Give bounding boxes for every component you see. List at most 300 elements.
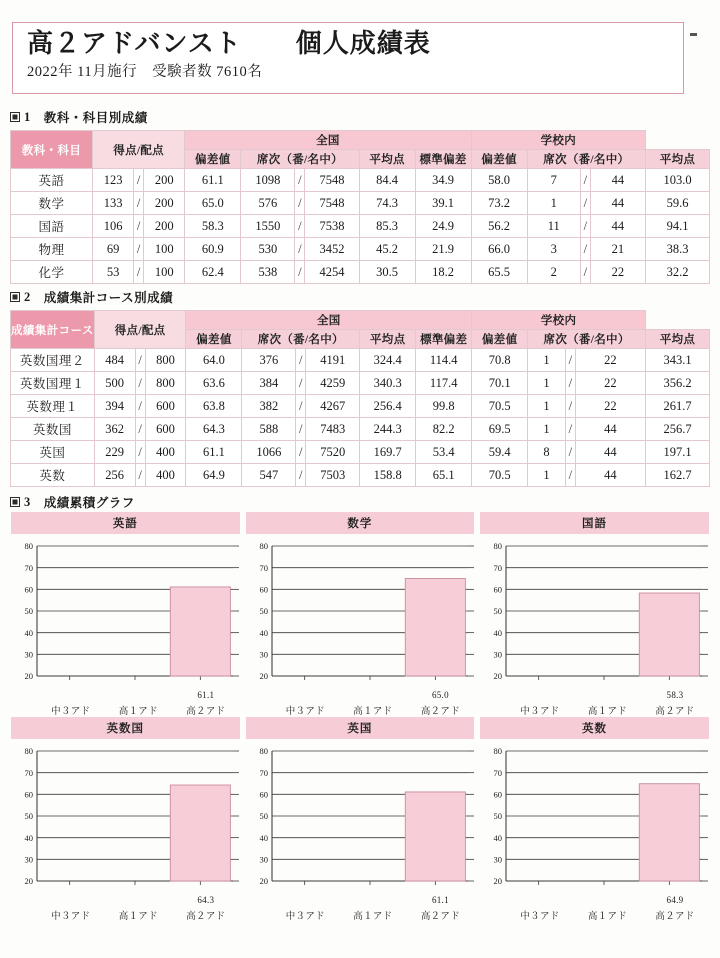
cell-national-dev: 61.1	[186, 441, 242, 464]
chart-title: 数学	[246, 512, 475, 534]
cell-national-sd: 21.9	[415, 238, 471, 261]
chart-2	[243, 512, 478, 717]
section-3-number: 3	[24, 494, 31, 509]
cell-national-total: 4191	[306, 349, 360, 372]
chart-title: 国語	[480, 512, 709, 534]
svg-text:60: 60	[259, 584, 268, 595]
cell-national-rank: 547	[242, 464, 296, 487]
th-group-national: 全国	[186, 311, 472, 330]
cell-national-total: 4259	[306, 372, 360, 395]
svg-text:80: 80	[259, 541, 268, 552]
cell-subject: 数学	[11, 192, 93, 215]
cell-alloc: 800	[145, 349, 186, 372]
cell-national-rank: 1066	[242, 441, 296, 464]
cell-school-total: 22	[575, 349, 645, 372]
cell-national-total: 3452	[305, 238, 359, 261]
cumulative-charts-grid	[8, 512, 712, 922]
cell-subject: 英数	[11, 464, 95, 487]
svg-text:40: 40	[24, 627, 33, 638]
svg-text:40: 40	[24, 832, 33, 843]
cell-score: 256	[94, 464, 135, 487]
cell-slash: /	[134, 238, 144, 261]
th-school-rank: 席次（番/名中）	[528, 330, 646, 349]
cell-school-total: 44	[590, 215, 645, 238]
cell-slash: /	[135, 349, 145, 372]
chart-value-labels	[246, 690, 475, 702]
chart-x-labels	[480, 908, 709, 922]
cell-national-sd: 34.9	[415, 169, 471, 192]
chart-value-labels	[246, 895, 475, 907]
svg-text:60: 60	[493, 584, 503, 595]
cell-alloc: 200	[144, 192, 185, 215]
table-row	[11, 238, 710, 261]
chart-6	[477, 717, 712, 922]
cell-national-avg: 85.3	[359, 215, 415, 238]
cell-score: 106	[93, 215, 134, 238]
cell-slash: /	[135, 441, 145, 464]
cell-alloc: 200	[144, 169, 185, 192]
x-axis-label: 高２アド	[420, 707, 461, 717]
cell-score: 133	[93, 192, 134, 215]
cell-national-sd: 114.4	[416, 349, 472, 372]
cell-national-dev: 64.9	[186, 464, 242, 487]
cell-alloc: 800	[145, 372, 186, 395]
th-group-school: 学校内	[472, 311, 646, 330]
cell-slash: /	[295, 215, 305, 238]
cell-national-rank: 1098	[241, 169, 295, 192]
cell-alloc: 600	[145, 418, 186, 441]
bar-value-label	[574, 895, 642, 907]
cell-school-avg: 38.3	[646, 238, 710, 261]
cell-national-total: 4267	[306, 395, 360, 418]
table-row	[11, 261, 710, 284]
svg-text:30: 30	[493, 854, 503, 865]
cell-national-rank: 576	[241, 192, 295, 215]
svg-text:20: 20	[24, 671, 33, 682]
section-1-label: 教科・科目別成績	[43, 111, 148, 125]
svg-text:80: 80	[24, 746, 33, 757]
cell-slash: /	[580, 261, 590, 284]
cell-school-total: 22	[590, 261, 645, 284]
cell-subject: 英数理１	[11, 395, 95, 418]
cell-slash: /	[565, 372, 575, 395]
svg-text:20: 20	[24, 876, 33, 887]
th-subject: 教科・科目	[11, 131, 93, 169]
cell-national-dev: 63.6	[186, 372, 242, 395]
x-axis-label: 中３アド	[285, 912, 325, 922]
cell-national-avg: 340.3	[360, 372, 416, 395]
th-national-rank: 席次（番/名中）	[242, 330, 360, 349]
page-title: 高２アドバンスト 個人成績表	[27, 29, 431, 58]
cell-national-sd: 65.1	[416, 464, 472, 487]
x-axis-label: 高１アド	[118, 707, 158, 717]
cell-school-avg: 261.7	[646, 395, 710, 418]
table-row	[11, 372, 710, 395]
svg-text:40: 40	[259, 627, 268, 638]
chart-title: 英数	[480, 717, 709, 739]
cell-national-avg: 169.7	[360, 441, 416, 464]
cell-national-total: 7483	[306, 418, 360, 441]
table-row	[11, 215, 710, 238]
svg-text:80: 80	[493, 541, 503, 552]
cell-national-dev: 65.0	[185, 192, 241, 215]
chart-title: 英国	[246, 717, 475, 739]
svg-text:40: 40	[259, 832, 268, 843]
cell-slash: /	[296, 395, 306, 418]
th-score-alloc: 得点/配点	[93, 131, 185, 169]
course-grades-header	[11, 311, 710, 349]
cell-school-rank: 1	[528, 395, 566, 418]
cell-school-rank: 1	[528, 418, 566, 441]
cell-slash: /	[580, 238, 590, 261]
svg-text:50: 50	[24, 606, 33, 617]
bar-value-label	[506, 895, 574, 907]
bar	[405, 792, 465, 881]
cell-school-avg: 32.2	[646, 261, 710, 284]
cell-school-total: 44	[575, 418, 645, 441]
cell-school-rank: 3	[527, 238, 580, 261]
chart-value-labels	[480, 690, 709, 702]
cell-school-avg: 356.2	[646, 372, 710, 395]
cell-slash: /	[295, 169, 305, 192]
x-axis-label: 中３アド	[51, 912, 91, 922]
svg-text:30: 30	[259, 854, 268, 865]
cell-national-rank: 588	[242, 418, 296, 441]
cell-national-sd: 18.2	[415, 261, 471, 284]
x-axis-label: 中３アド	[520, 912, 560, 922]
cell-slash: /	[565, 395, 575, 418]
bar-value-label	[339, 895, 407, 907]
chart-plot	[11, 745, 239, 895]
svg-text:70: 70	[493, 767, 503, 778]
cell-slash: /	[565, 349, 575, 372]
bar-value-label: 64.3	[197, 895, 215, 905]
cell-slash: /	[296, 372, 306, 395]
cell-school-total: 22	[575, 395, 645, 418]
cell-national-sd: 82.2	[416, 418, 472, 441]
x-axis-label: 高１アド	[587, 707, 628, 717]
cell-score: 500	[94, 372, 135, 395]
th-school-rank: 席次（番/名中）	[527, 150, 645, 169]
chart-x-labels	[11, 703, 240, 717]
cell-national-total: 7520	[306, 441, 360, 464]
x-axis-label: 中３アド	[51, 707, 91, 717]
cell-school-total: 44	[590, 169, 645, 192]
cell-slash: /	[565, 441, 575, 464]
bar	[405, 579, 465, 677]
cell-school-rank: 7	[527, 169, 580, 192]
chart-x-labels	[480, 703, 709, 717]
cell-school-total: 44	[575, 464, 645, 487]
cell-slash: /	[135, 464, 145, 487]
cell-national-rank: 1550	[241, 215, 295, 238]
svg-text:40: 40	[493, 627, 503, 638]
th-national-avg: 平均点	[359, 150, 415, 169]
cell-national-rank: 530	[241, 238, 295, 261]
x-axis-label: 高１アド	[353, 707, 393, 717]
cell-national-sd: 24.9	[415, 215, 471, 238]
cell-school-avg: 256.7	[646, 418, 710, 441]
bar	[170, 785, 230, 881]
cell-score: 484	[94, 349, 135, 372]
cell-national-sd: 117.4	[416, 372, 472, 395]
chart-1	[8, 512, 243, 717]
cell-subject: 物理	[11, 238, 93, 261]
subject-grades-table	[10, 130, 710, 284]
bar-value-label: 61.1	[197, 690, 215, 700]
chart-4	[8, 717, 243, 922]
cell-national-total: 4254	[305, 261, 359, 284]
bar-value-label: 65.0	[431, 690, 449, 700]
cell-subject: 国語	[11, 215, 93, 238]
bar-value-label	[37, 895, 105, 907]
svg-text:30: 30	[259, 649, 268, 660]
chart-x-labels	[11, 908, 240, 922]
cell-subject: 英国	[11, 441, 95, 464]
svg-text:30: 30	[493, 649, 503, 660]
chart-plot	[480, 745, 708, 895]
th-school-dev: 偏差値	[472, 330, 528, 349]
cell-national-dev: 63.8	[186, 395, 242, 418]
chart-5	[243, 717, 478, 922]
section-2-heading	[10, 288, 173, 306]
cell-score: 123	[93, 169, 134, 192]
bar-value-label	[272, 690, 340, 702]
cell-alloc: 100	[144, 238, 185, 261]
subject-grades-header	[11, 131, 710, 169]
bar	[170, 587, 230, 676]
table-row	[11, 441, 710, 464]
x-axis-label: 高２アド	[655, 707, 695, 717]
section-1-number: 1	[24, 109, 31, 124]
cell-school-avg: 197.1	[646, 441, 710, 464]
cell-national-avg: 30.5	[359, 261, 415, 284]
header-group-row	[11, 311, 710, 330]
th-national-rank: 席次（番/名中）	[241, 150, 359, 169]
cell-school-dev: 56.2	[471, 215, 527, 238]
cell-national-sd: 53.4	[416, 441, 472, 464]
cell-national-avg: 45.2	[359, 238, 415, 261]
svg-text:50: 50	[259, 811, 268, 822]
th-score-alloc: 得点/配点	[94, 311, 186, 349]
cell-slash: /	[296, 464, 306, 487]
report-title-box	[12, 22, 684, 94]
cell-school-avg: 343.1	[646, 349, 710, 372]
th-national-sd: 標準偏差	[415, 150, 471, 169]
th-national-avg: 平均点	[360, 330, 416, 349]
cell-national-total: 7548	[305, 169, 359, 192]
cell-national-total: 7538	[305, 215, 359, 238]
cell-school-dev: 70.8	[472, 349, 528, 372]
cell-alloc: 400	[145, 464, 186, 487]
cell-national-avg: 84.4	[359, 169, 415, 192]
bar-value-label: 58.3	[666, 690, 684, 700]
cell-school-rank: 11	[527, 215, 580, 238]
cell-school-total: 44	[590, 192, 645, 215]
section-3-heading	[10, 493, 135, 511]
cell-school-dev: 65.5	[471, 261, 527, 284]
cell-school-avg: 162.7	[646, 464, 710, 487]
svg-text:70: 70	[24, 767, 33, 778]
th-national-dev: 偏差値	[186, 330, 242, 349]
svg-text:70: 70	[259, 767, 268, 778]
bar-value-label	[37, 690, 105, 702]
course-grades-body	[11, 349, 710, 487]
cell-school-dev: 70.1	[472, 372, 528, 395]
cell-school-rank: 1	[528, 349, 566, 372]
cell-slash: /	[296, 441, 306, 464]
chart-plot	[480, 540, 708, 690]
cell-slash: /	[135, 418, 145, 441]
cell-school-dev: 69.5	[472, 418, 528, 441]
cell-national-avg: 256.4	[360, 395, 416, 418]
bar-value-label	[574, 690, 642, 702]
bar-value-label	[506, 690, 574, 702]
svg-text:60: 60	[24, 584, 33, 595]
cell-slash: /	[296, 418, 306, 441]
bar-value-label	[105, 895, 173, 907]
x-axis-label: 高１アド	[353, 912, 393, 922]
cell-subject: 化学	[11, 261, 93, 284]
svg-text:60: 60	[259, 789, 268, 800]
bar	[639, 784, 699, 881]
cell-national-sd: 99.8	[416, 395, 472, 418]
cell-slash: /	[565, 464, 575, 487]
cell-score: 362	[94, 418, 135, 441]
svg-text:50: 50	[24, 811, 33, 822]
chart-plot	[246, 745, 474, 895]
bar-value-label: 64.9	[666, 895, 684, 905]
chart-value-labels	[11, 895, 240, 907]
table-row	[11, 395, 710, 418]
cell-slash: /	[134, 192, 144, 215]
square-bullet-icon	[10, 497, 20, 507]
cell-national-avg: 244.3	[360, 418, 416, 441]
bar-value-label	[105, 690, 173, 702]
svg-text:30: 30	[24, 649, 33, 660]
cell-national-total: 7548	[305, 192, 359, 215]
svg-text:30: 30	[24, 854, 33, 865]
svg-text:80: 80	[493, 746, 503, 757]
header-group-row	[11, 131, 710, 150]
cell-alloc: 400	[145, 441, 186, 464]
course-grades-table	[10, 310, 710, 487]
svg-text:70: 70	[24, 562, 33, 573]
x-axis-label: 中３アド	[520, 707, 560, 717]
cell-school-dev: 70.5	[472, 464, 528, 487]
cell-school-dev: 70.5	[472, 395, 528, 418]
cell-alloc: 100	[144, 261, 185, 284]
cell-slash: /	[134, 169, 144, 192]
cell-school-dev: 59.4	[472, 441, 528, 464]
section-1-heading	[10, 108, 148, 126]
chart-plot	[11, 540, 239, 690]
cell-school-rank: 1	[527, 192, 580, 215]
table-row	[11, 349, 710, 372]
cell-slash: /	[580, 215, 590, 238]
cell-national-avg: 74.3	[359, 192, 415, 215]
x-axis-label: 高１アド	[118, 912, 158, 922]
svg-text:50: 50	[259, 606, 268, 617]
cell-school-avg: 103.0	[646, 169, 710, 192]
cell-school-total: 21	[590, 238, 645, 261]
cell-national-dev: 64.3	[186, 418, 242, 441]
cell-slash: /	[135, 395, 145, 418]
table-row	[11, 418, 710, 441]
cell-school-dev: 73.2	[471, 192, 527, 215]
cell-school-dev: 66.0	[471, 238, 527, 261]
svg-text:80: 80	[24, 541, 33, 552]
x-axis-label: 高１アド	[587, 912, 628, 922]
cell-national-dev: 58.3	[185, 215, 241, 238]
svg-text:20: 20	[493, 876, 503, 887]
subject-grades-body	[11, 169, 710, 284]
x-axis-label: 高２アド	[186, 912, 226, 922]
square-bullet-icon	[10, 292, 20, 302]
th-course: 成績集計コース	[11, 311, 95, 349]
cell-national-dev: 60.9	[185, 238, 241, 261]
svg-text:60: 60	[493, 789, 503, 800]
page-subtitle: 2022年 11月施行 受験者数 7610名	[27, 64, 263, 80]
cell-slash: /	[296, 349, 306, 372]
chart-x-labels	[246, 908, 475, 922]
chart-value-labels	[11, 690, 240, 702]
chart-3	[477, 512, 712, 717]
cell-slash: /	[565, 418, 575, 441]
cell-national-avg: 158.8	[360, 464, 416, 487]
cell-alloc: 200	[144, 215, 185, 238]
cell-school-total: 44	[575, 441, 645, 464]
chart-title: 英数国	[11, 717, 240, 739]
cell-national-rank: 376	[242, 349, 296, 372]
section-2-number: 2	[24, 289, 31, 304]
svg-text:70: 70	[493, 562, 503, 573]
svg-text:20: 20	[259, 671, 268, 682]
svg-text:80: 80	[259, 746, 268, 757]
bar	[639, 593, 699, 676]
cell-school-rank: 2	[527, 261, 580, 284]
cell-subject: 英数国理１	[11, 372, 95, 395]
x-axis-label: 高２アド	[420, 912, 461, 922]
cell-score: 53	[93, 261, 134, 284]
cell-national-avg: 324.4	[360, 349, 416, 372]
svg-text:50: 50	[493, 606, 503, 617]
svg-text:60: 60	[24, 789, 33, 800]
svg-text:70: 70	[259, 562, 268, 573]
cell-subject: 英数国	[11, 418, 95, 441]
cell-slash: /	[580, 192, 590, 215]
corner-mark	[690, 33, 697, 36]
cell-slash: /	[134, 261, 144, 284]
table-row	[11, 464, 710, 487]
th-school-avg: 平均点	[646, 150, 710, 169]
cell-national-dev: 64.0	[186, 349, 242, 372]
x-axis-label: 高２アド	[655, 912, 695, 922]
cell-score: 229	[94, 441, 135, 464]
cell-slash: /	[295, 238, 305, 261]
svg-text:40: 40	[493, 832, 503, 843]
x-axis-label: 高２アド	[186, 707, 226, 717]
cell-school-dev: 58.0	[471, 169, 527, 192]
bar-value-label	[272, 895, 340, 907]
th-national-sd: 標準偏差	[416, 330, 472, 349]
cell-school-avg: 94.1	[646, 215, 710, 238]
cell-subject: 英数国理２	[11, 349, 95, 372]
cell-slash: /	[295, 192, 305, 215]
th-group-school: 学校内	[471, 131, 645, 150]
th-school-avg: 平均点	[646, 330, 710, 349]
bar-value-label	[339, 690, 407, 702]
